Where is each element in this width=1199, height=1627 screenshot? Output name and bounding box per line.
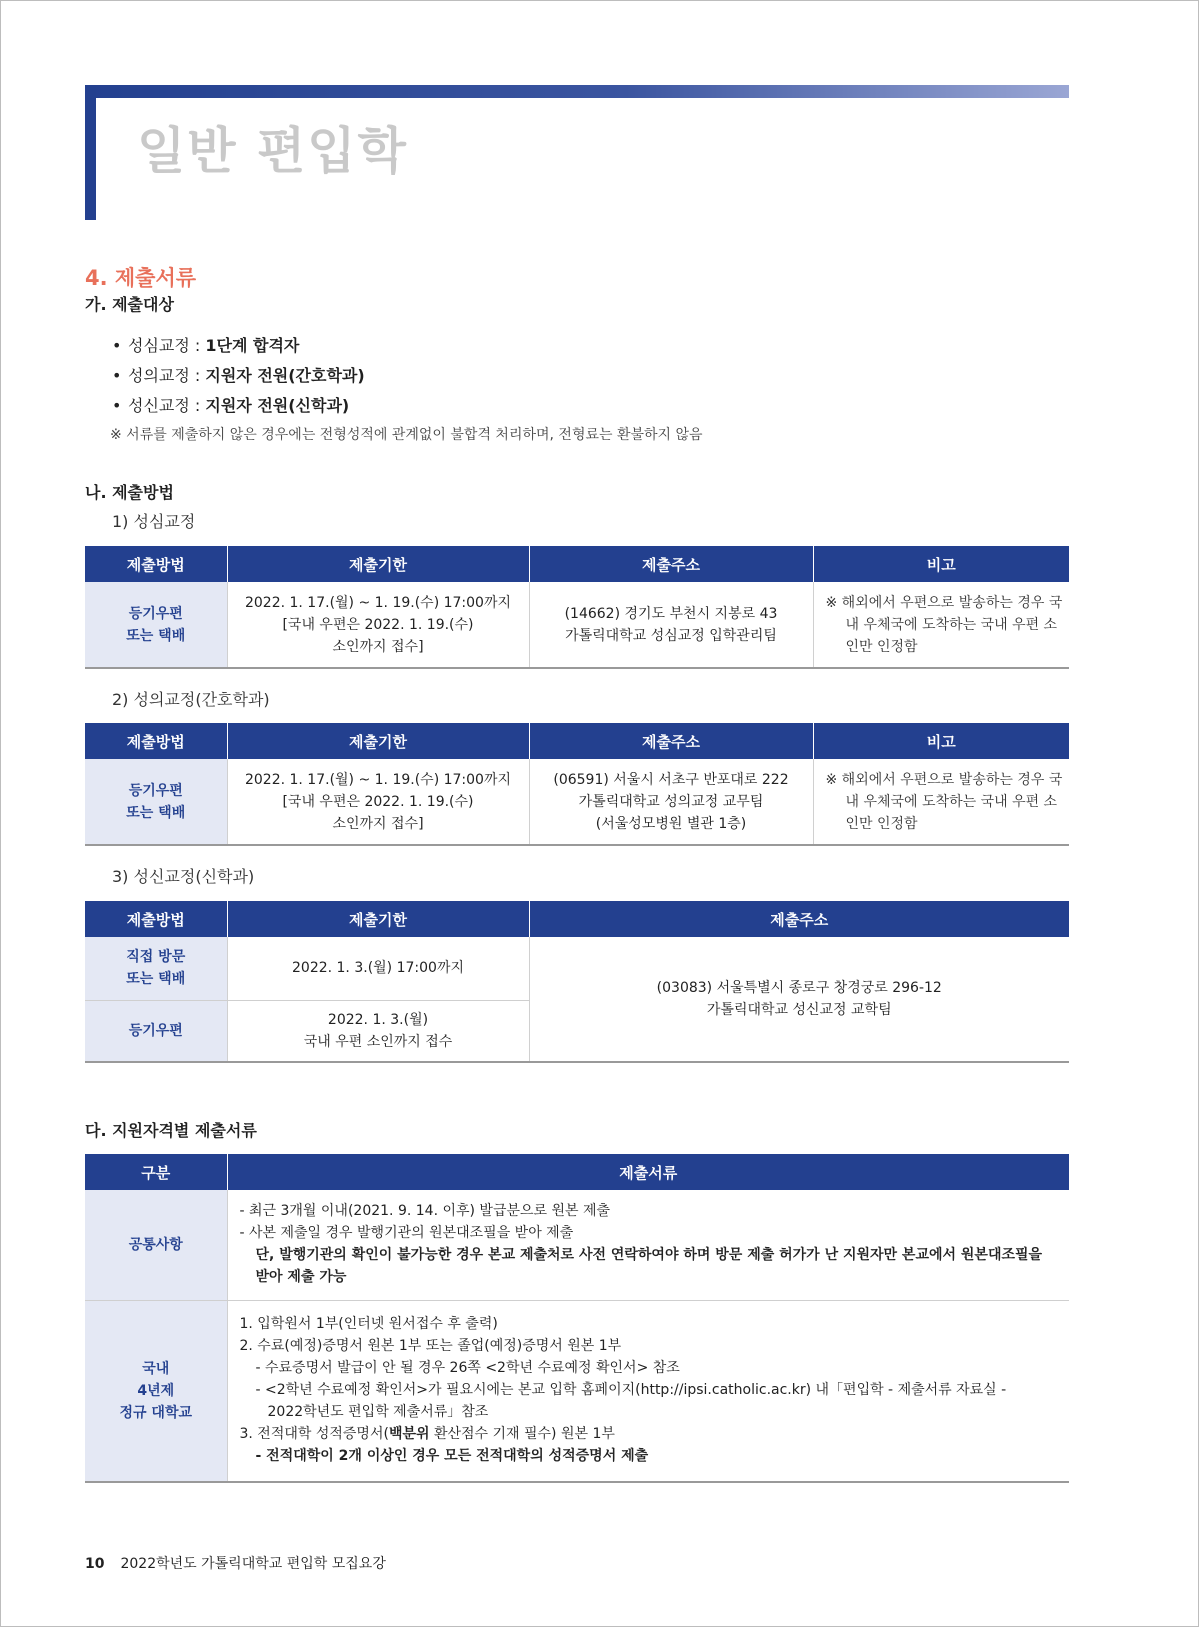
campus2-table xyxy=(85,723,1069,846)
campus3-table xyxy=(85,901,1069,1063)
col-header: 제출방법 xyxy=(85,901,227,937)
deadline-cell: 2022. 1. 3.(월) 17:00까지 xyxy=(227,937,529,1000)
campus3-title: 3) 성신교정(신학과) xyxy=(112,867,255,886)
remark-cell: ※ 해외에서 우편으로 발송하는 경우 국내 우체국에 도착하는 국내 우편 소인만 인정함 xyxy=(813,582,1069,668)
campus1-title: 1) 성심교정 xyxy=(112,512,196,531)
common-documents: - 최근 3개월 이내(2021. 9. 14. 이후) 발급분으로 원본 제출 - 사본 제출일 경우 발행기관의 원본대조필을 받아 제출 단, 발행기관의 확인이 불가능한 경우 본교 제출처로 사전 연락하여야 하며 방문 제출 허가가 난 지원자만 본교에서 원본대조필을 받아 제출 가능 xyxy=(227,1190,1069,1300)
footer-text: 2022학년도 가톨릭대학교 편입학 모집요강 xyxy=(120,1556,386,1572)
deadline-cell: 2022. 1. 3.(월) 국내 우편 소인까지 접수 xyxy=(227,1000,529,1062)
col-header: 제출주소 xyxy=(529,901,1069,937)
col-header: 제출기한 xyxy=(227,723,529,759)
col-header: 제출기한 xyxy=(227,546,529,582)
method-cell: 등기우편 또는 택배 xyxy=(85,759,227,845)
section-title: 4. 제출서류 xyxy=(85,266,197,290)
col-header: 제출주소 xyxy=(529,723,813,759)
method-cell: 직접 방문 또는 택배 xyxy=(85,937,227,1000)
target-list xyxy=(112,331,365,421)
category-common: 공통사항 xyxy=(85,1190,227,1300)
campus1-table xyxy=(85,546,1069,669)
address-cell: (14662) 경기도 부천시 지봉로 43 가톨릭대학교 성심교정 입학관리팀 xyxy=(529,582,813,668)
method-cell: 등기우편 또는 택배 xyxy=(85,582,227,668)
page-number: 10 xyxy=(85,1556,105,1572)
chapter-title: 일반 편입학 xyxy=(137,122,408,180)
col-header: 제출기한 xyxy=(227,901,529,937)
col-header: 비고 xyxy=(813,546,1069,582)
col-header: 비고 xyxy=(813,723,1069,759)
target-note: ※ 서류를 제출하지 않은 경우에는 전형성적에 관계없이 불합격 처리하며, 전형료는 환불하지 않음 xyxy=(110,427,703,443)
category-4year-university: 국내 4년제 정규 대학교 xyxy=(85,1300,227,1482)
col-header: 제출방법 xyxy=(85,546,227,582)
campus2-title: 2) 성의교정(간호학과) xyxy=(112,690,270,709)
col-header: 제출방법 xyxy=(85,723,227,759)
university-documents: 1. 입학원서 1부(인터넷 원서접수 후 출력) 2. 수료(예정)증명서 원본 1부 또는 졸업(예정)증명서 원본 1부 - 수료증명서 발급이 안 될 경우 26쪽 <2학년 수료예정 확인서> 참조 - <2학년 수료예정 확인서>가 필요시에는 본교 입학 홈페이지(http://ipsi.catholic.ac.kr) 내「편입학 - 제출서류 자료실 - 2022학년도 편입학 제출서류」참조 3. 전적대학 성적증명서(백분위 환산점수 기재 필수) 원본 1부 - 전적대학이 2개 이상인 경우 모든 전적대학의 성적증명서 제출 xyxy=(227,1300,1069,1482)
header-left-bar xyxy=(85,85,96,220)
col-header: 제출주소 xyxy=(529,546,813,582)
deadline-cell: 2022. 1. 17.(월) ~ 1. 19.(수) 17:00까지 [국내 우편은 2022. 1. 19.(수) 소인까지 접수] xyxy=(227,582,529,668)
method-cell: 등기우편 xyxy=(85,1000,227,1062)
documents-table xyxy=(85,1154,1069,1483)
deadline-cell: 2022. 1. 17.(월) ~ 1. 19.(수) 17:00까지 [국내 우편은 2022. 1. 19.(수) 소인까지 접수] xyxy=(227,759,529,845)
address-cell: (06591) 서울시 서초구 반포대로 222 가톨릭대학교 성의교정 교무팀 (서울성모병원 별관 1층) xyxy=(529,759,813,845)
col-header: 제출서류 xyxy=(227,1154,1069,1190)
heading-submission-method: 나. 제출방법 xyxy=(85,483,174,502)
address-cell: (03083) 서울특별시 종로구 창경궁로 296-12 가톨릭대학교 성신교정 교학팀 xyxy=(529,937,1069,1062)
heading-required-documents: 다. 지원자격별 제출서류 xyxy=(85,1121,257,1140)
header-bar xyxy=(85,85,1069,98)
list-item: • 성신교정 : 지원자 전원(신학과) xyxy=(112,396,350,415)
list-item: • 성심교정 : 1단계 합격자 xyxy=(112,336,300,355)
heading-submission-target: 가. 제출대상 xyxy=(85,295,174,314)
page-footer xyxy=(85,1553,386,1573)
col-header: 구분 xyxy=(85,1154,227,1190)
remark-cell: ※ 해외에서 우편으로 발송하는 경우 국내 우체국에 도착하는 국내 우편 소인만 인정함 xyxy=(813,759,1069,845)
list-item: • 성의교정 : 지원자 전원(간호학과) xyxy=(112,366,365,385)
